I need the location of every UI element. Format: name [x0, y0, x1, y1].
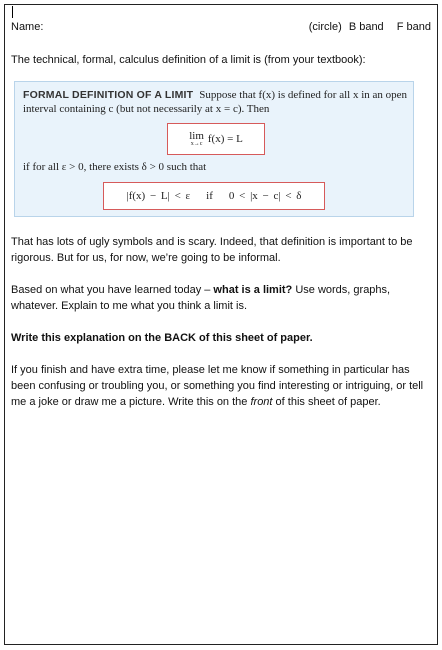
- question-text-b: Use words, graphs, whatever. Explain to me what you think a limit is.: [11, 284, 391, 312]
- paragraph-extra-time: [11, 362, 431, 410]
- circle-label: (circle): [308, 21, 342, 33]
- if-word: if: [206, 190, 213, 202]
- lim-text: lim: [189, 129, 204, 142]
- lim-operator: [189, 131, 204, 148]
- f-band-option: F band: [396, 21, 431, 33]
- intro-text: The technical, formal, calculus definition of a limit is (from your textbook):: [11, 54, 366, 66]
- definition-line-2: interval containing c (but not necessarily at x = c). Then: [23, 103, 270, 115]
- question-text-a: Based on what you have learned today –: [11, 284, 214, 296]
- definition-title: FORMAL DEFINITION OF A LIMIT: [23, 89, 194, 101]
- b-band-option: B band: [348, 21, 384, 33]
- epsilon-delta-box: [103, 182, 325, 210]
- band-selector: [305, 20, 431, 34]
- extra-text-a: If you finish and have extra time, please let me know if something in particular has been confusing or troubling you, or something you find interesting or intriguing, or tell me a joke or draw me a picture. Write this on the: [11, 364, 424, 408]
- limit-formula-box: [167, 123, 265, 155]
- paragraph-instruction: [11, 330, 431, 346]
- name-label: Name:: [11, 21, 44, 33]
- lim-subscript: x→c: [190, 140, 203, 147]
- formal-definition-image: [14, 81, 414, 217]
- header-row: [11, 20, 431, 34]
- definition-line-1: [23, 89, 407, 101]
- limit-expression: f(x) = L: [207, 133, 243, 145]
- extra-italic: front: [250, 396, 273, 408]
- paragraph-informal: That has lots of ugly symbols and is scary. Indeed, that definition is important to be rigorous. But for us, for now, we’re going to be informal.: [11, 236, 413, 264]
- question-bold: what is a limit?: [213, 284, 293, 296]
- epsilon-condition: |f(x) − L| < ε: [126, 190, 191, 202]
- delta-condition: 0 < |x − c| < δ: [228, 190, 302, 202]
- definition-text-1: Suppose that f(x) is defined for all x in an open: [199, 89, 408, 101]
- extra-text-b: of this sheet of paper.: [272, 396, 381, 408]
- text-cursor: [12, 6, 13, 18]
- definition-line-3: if for all ε > 0, there exists δ > 0 such that: [23, 161, 207, 173]
- instruction-bold: Write this explanation on the BACK of this sheet of paper.: [11, 332, 313, 344]
- document-content: [11, 20, 431, 410]
- paragraph-question: [11, 282, 431, 314]
